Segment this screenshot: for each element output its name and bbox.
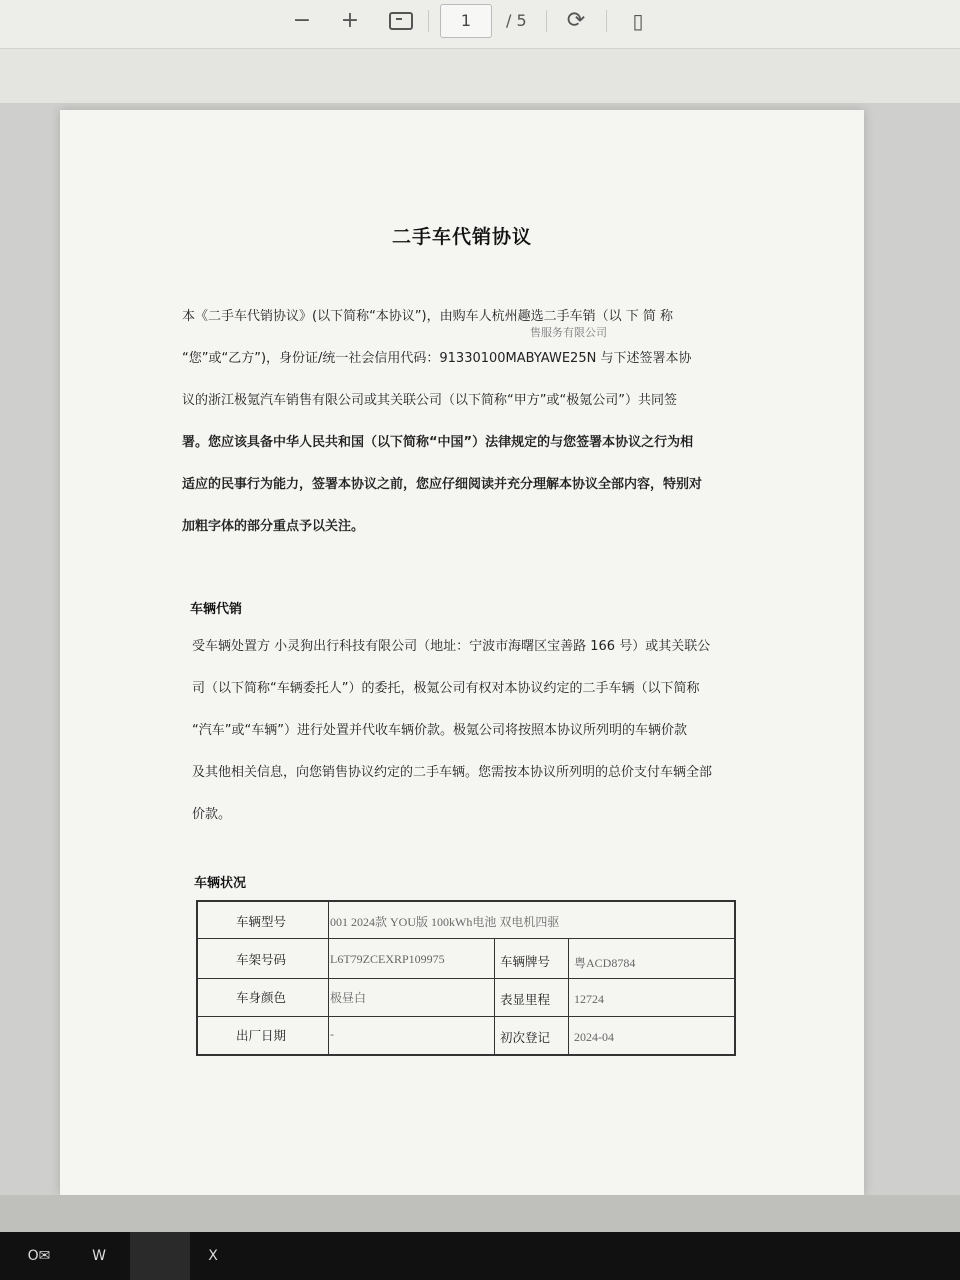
page-number-input[interactable]: 1 — [440, 4, 492, 38]
section-heading-vehicle-status: 车辆状况 — [194, 876, 247, 891]
model-label: 车辆型号 — [236, 914, 287, 929]
fit-page-button[interactable] — [388, 6, 414, 36]
first-registration-value: 2024-04 — [574, 1030, 614, 1044]
first-registration-label: 初次登记 — [500, 1030, 551, 1045]
active-app-taskbar-button[interactable] — [130, 1232, 190, 1280]
excel-taskbar-icon[interactable]: X — [208, 1248, 218, 1264]
consignment-paragraph — [192, 626, 752, 836]
plate-value: 粤ACD8784 — [574, 956, 636, 970]
table-rule — [198, 938, 734, 939]
color-value: 极昼白 — [330, 991, 367, 1005]
table-rule — [328, 902, 329, 1054]
vehicle-status-table — [196, 900, 736, 1056]
mileage-label: 表显里程 — [500, 992, 551, 1007]
section-heading-consignment: 车辆代销 — [190, 602, 243, 617]
toolbar-divider — [428, 10, 429, 32]
toolbar-divider — [546, 10, 547, 32]
factory-date-label: 出厂日期 — [236, 1028, 287, 1043]
consignment-line-5: 价款。 — [192, 807, 232, 822]
toolbar-divider — [606, 10, 607, 32]
fit-page-icon — [389, 12, 413, 30]
viewer-background-bottom — [0, 1195, 960, 1232]
vin-label: 车架号码 — [236, 952, 287, 967]
factory-date-value: - — [330, 1027, 334, 1041]
model-value: 001 2024款 YOU版 100kWh电池 双电机四驱 — [330, 915, 560, 929]
table-rule — [198, 1016, 734, 1017]
viewer-toolbar — [0, 0, 960, 49]
table-rule — [198, 978, 734, 979]
intro-line-3: 议的浙江极氪汽车销售有限公司或其关联公司（以下简称“甲方”或“极氪公司”）共同签 — [182, 393, 677, 408]
consignment-line-3: “汽车”或“车辆”）进行处置并代收车辆价款。极氪公司将按照本协议所列明的车辆价款 — [192, 723, 687, 738]
table-rule — [568, 938, 569, 1054]
page-view-icon: ▯ — [632, 9, 644, 33]
intro-line-5: 适应的民事行为能力，签署本协议之前，您应仔细阅读并充分理解本协议全部内容，特别对 — [182, 477, 703, 492]
word-taskbar-icon[interactable]: W — [92, 1248, 106, 1264]
color-label: 车身颜色 — [236, 990, 287, 1005]
consignment-line-1: 受车辆处置方 小灵狗出行科技有限公司（地址：宁波市海曙区宝善路 166 号）或其关联公 — [192, 639, 711, 654]
document-title: 二手车代销协议 — [391, 226, 532, 248]
os-taskbar — [0, 1232, 960, 1280]
vin-value: L6T79ZCEXRP109975 — [330, 952, 445, 966]
intro-line-1: 本《二手车代销协议》(以下简称“本协议”)，由购车人杭州趣选二手车销（以 下 简 称 — [182, 309, 674, 324]
intro-line-6: 加粗字体的部分重点予以关注。 — [182, 519, 365, 534]
outlook-taskbar-icon[interactable]: O✉ — [27, 1248, 51, 1264]
document-page — [60, 110, 864, 1195]
intro-paragraph — [182, 296, 742, 548]
table-rule — [494, 938, 495, 1054]
buyer-name-continuation: 售服务有限公司 — [530, 326, 607, 339]
page-total-label: / 5 — [506, 11, 527, 30]
consignment-line-2: 司（以下简称“车辆委托人”）的委托，极氪公司有权对本协议约定的二手车辆（以下简称 — [192, 681, 700, 696]
zoom-in-button[interactable]: + — [340, 8, 360, 33]
mileage-value: 12724 — [574, 992, 604, 1006]
plate-label: 车辆牌号 — [500, 954, 551, 969]
rotate-icon: ⟳ — [566, 8, 586, 33]
rotate-button[interactable] — [562, 6, 590, 36]
zoom-out-button[interactable]: − — [292, 8, 312, 33]
page-view-button[interactable] — [624, 6, 652, 36]
intro-line-4: 署。您应该具备中华人民共和国（以下简称“中国”）法律规定的与您签署本协议之行为相 — [182, 435, 694, 450]
intro-line-2: “您”或“乙方”)，身份证/统一社会信用代码：91330100MABYAWE25N 与下述签署本协 — [182, 351, 692, 366]
consignment-line-4: 及其他相关信息，向您销售协议约定的二手车辆。您需按本协议所列明的总价支付车辆全部 — [192, 765, 713, 780]
viewer-header-strip — [0, 49, 960, 103]
